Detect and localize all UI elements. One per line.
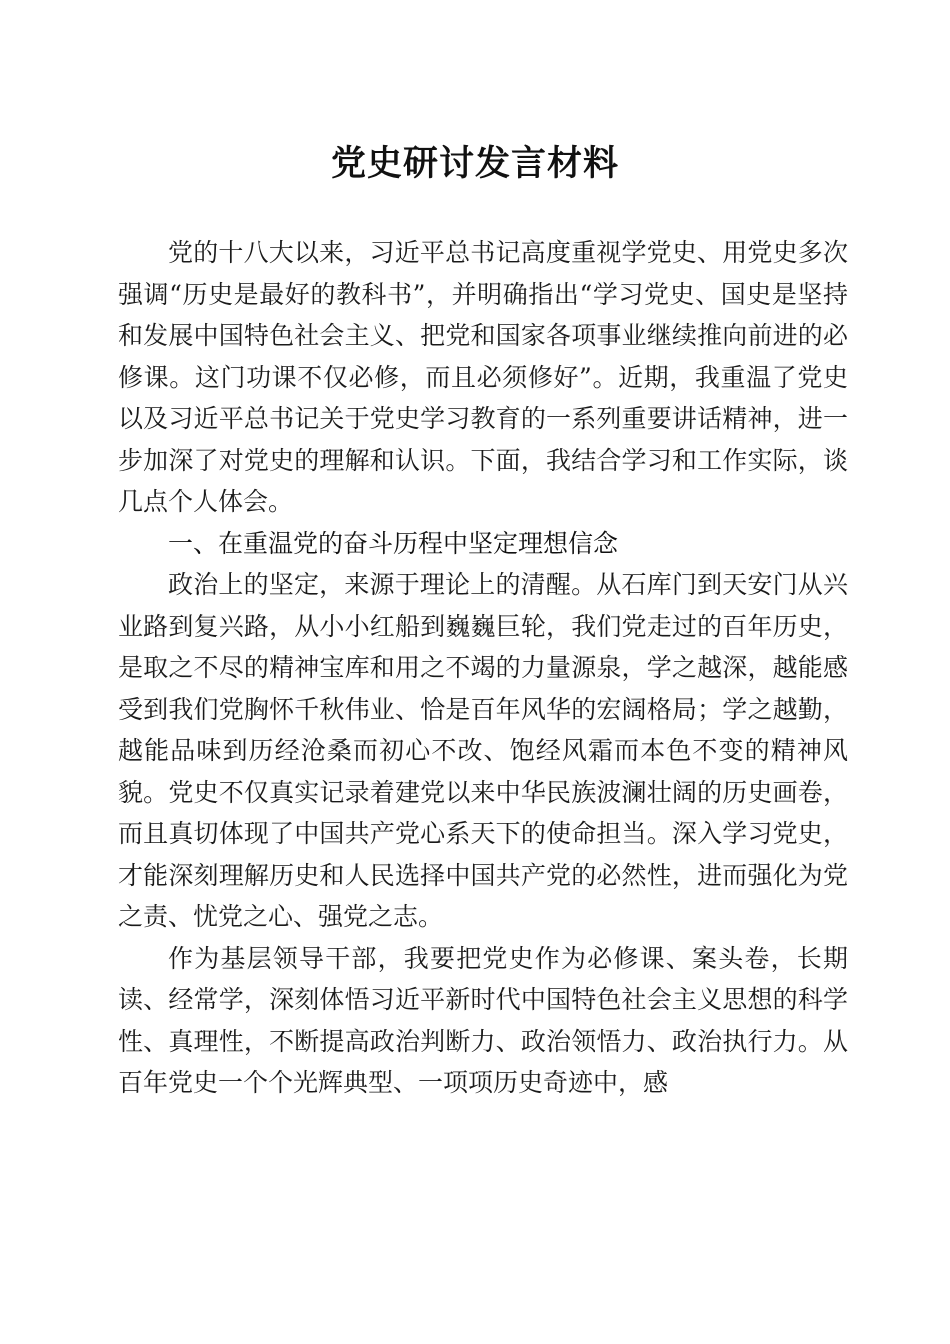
body-paragraph: 政治上的坚定，来源于理论上的清醒。从石库门到天安门从兴业路到复兴路，从小小红船到巍巍巨轮，我们党走过的百年历史，是取之不尽的精神宝库和用之不竭的力量源泉，学之越深，越能感受到我们党胸怀千秋伟业、恰是百年风华的宏阔格局；学之越勤，越能品味到历经沧桑而初心不改、饱经风霜而本色不变的精神风貌。党史不仅真实记录着建党以来中华民族波澜壮阔的历史画卷，而且真切体现了中国共产党心系天下的使命担当。深入学习党史，才能深刻理解历史和人民选择中国共产党的必然性，进而强化为党之责、忧党之心、强党之志。: [118, 570, 848, 931]
body-paragraph: 作为基层领导干部，我要把党史作为必修课、案头卷，长期读、经常学，深刻体悟习近平新时代中国特色社会主义思想的科学性、真理性，不断提高政治判断力、政治领悟力、政治执行力。从百年党史一个个光辉典型、一项项历史奇迹中，感: [118, 943, 848, 1097]
document-body: [118, 232, 848, 1104]
section-heading: 一、在重温党的奋斗历程中坚定理想信念: [168, 528, 619, 558]
intro-paragraph: 党的十八大以来，习近平总书记高度重视学党史、用党史多次强调“历史是最好的教科书”，并明确指出“学习党史、国史是坚持和发展中国特色社会主义、把党和国家各项事业继续推向前进的必修课。这门功课不仅必修，而且必须修好”。近期，我重温了党史以及习近平总书记关于党史学习教育的一系列重要讲话精神，进一步加深了对党史的理解和认识。下面，我结合学习和工作实际，谈几点个人体会。: [118, 238, 848, 516]
document-title: 党史研讨发言材料: [330, 143, 619, 184]
